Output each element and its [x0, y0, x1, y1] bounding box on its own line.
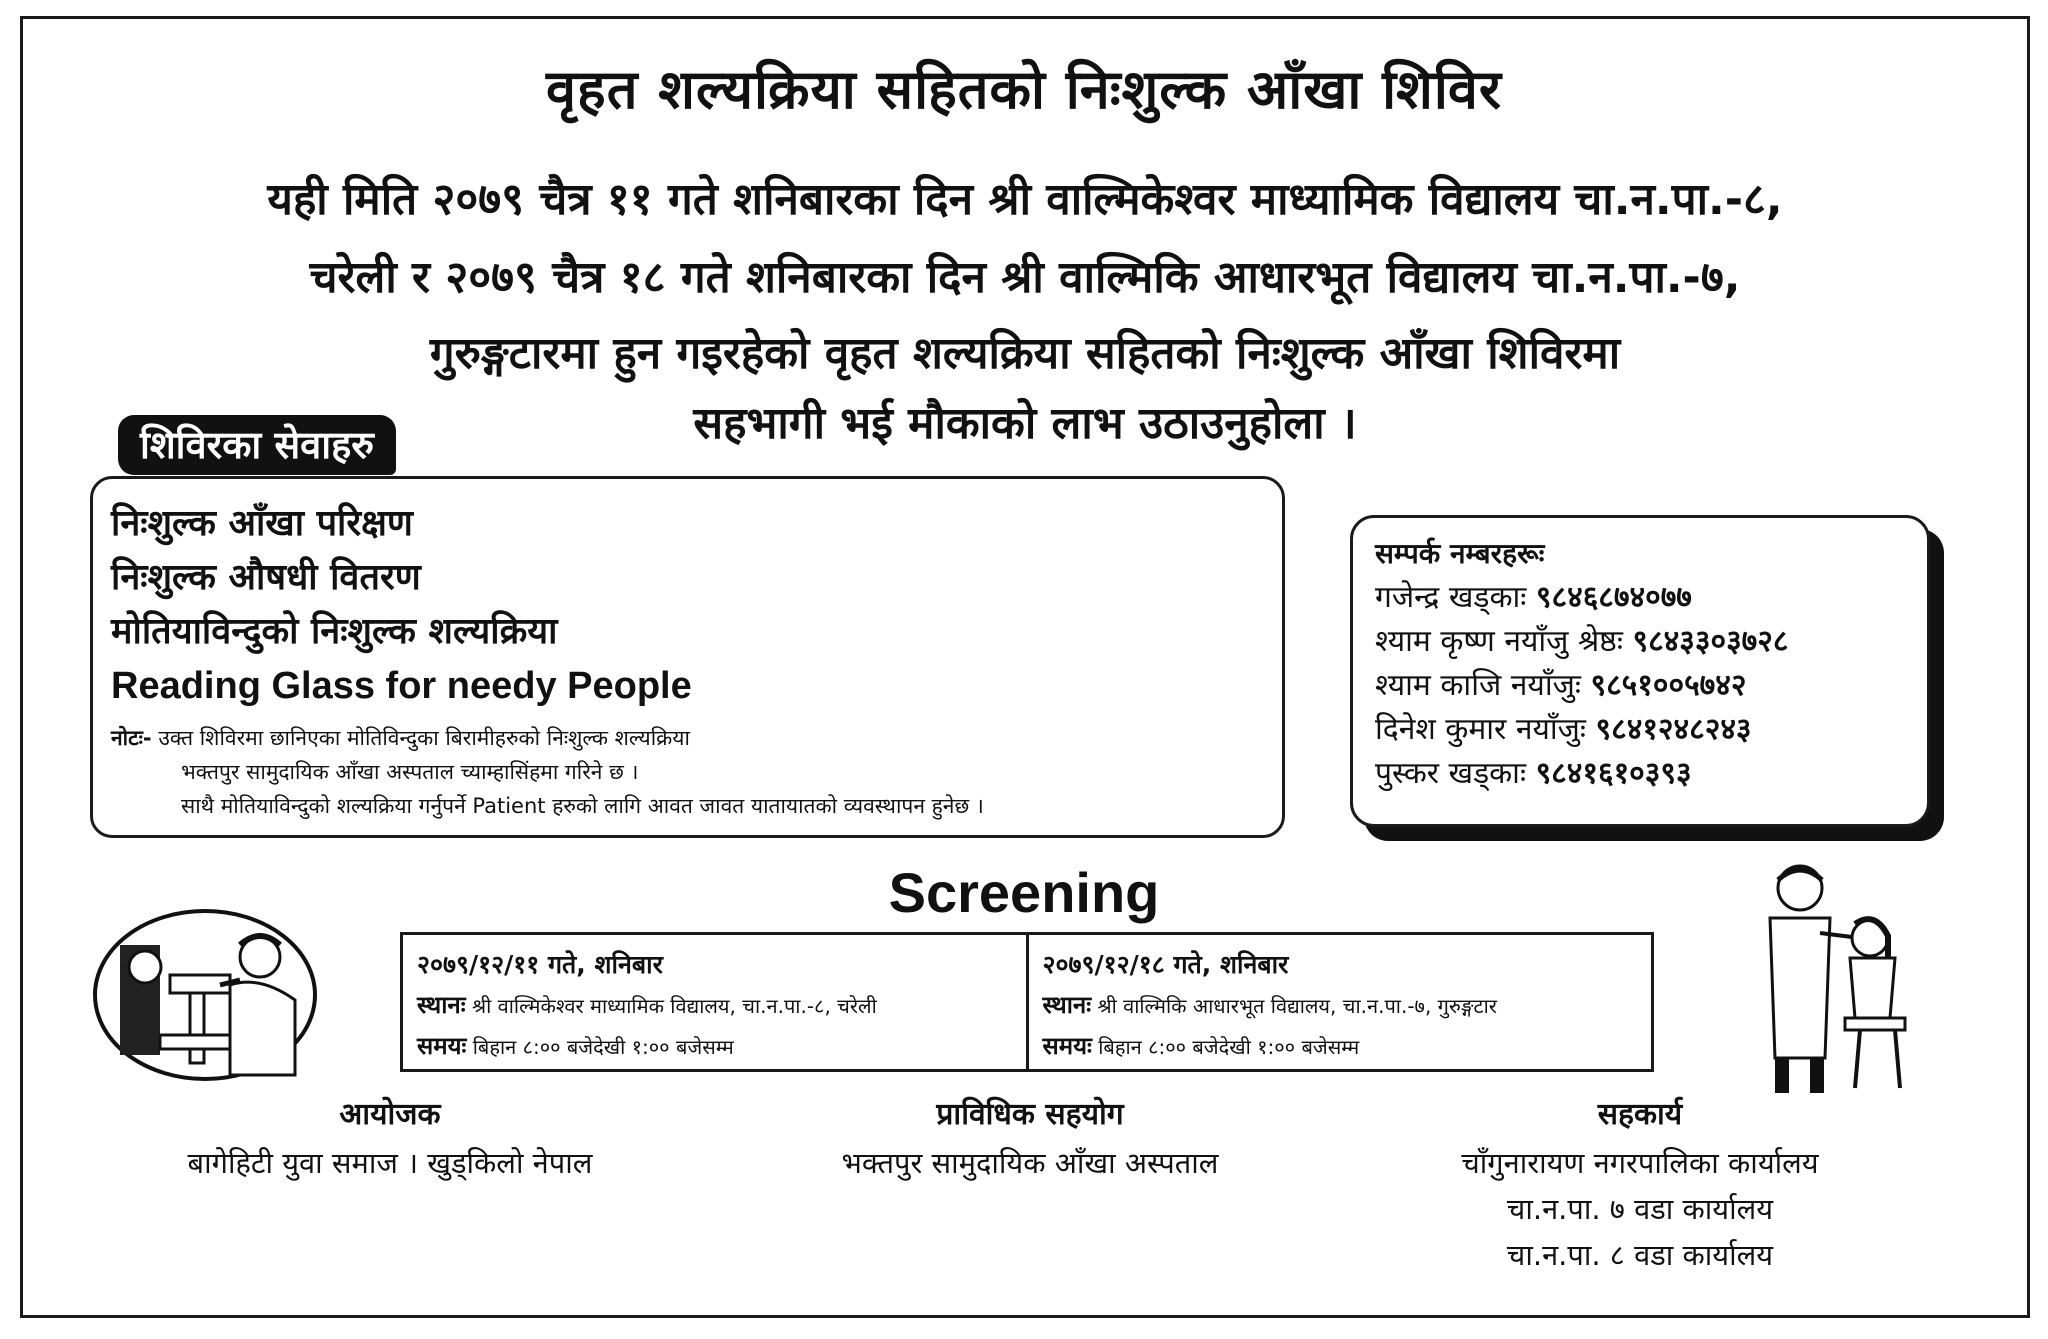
schedule-session-2: [1029, 935, 1652, 1069]
contact-row: [1375, 708, 1905, 752]
intro-line-3: गुरुङ्गटारमा हुन गइरहेको वृहत शल्यक्रिया सहितको निःशुल्क आँखा शिविरमा: [429, 328, 1621, 379]
technical-line: भक्तपुर सामुदायिक आँखा अस्पताल: [841, 1146, 1219, 1180]
session-place: [417, 985, 1012, 1026]
place-value: श्री वाल्मिकेश्वर माध्यामिक विद्यालय, चा.न.पा.-८, चरेली: [471, 994, 877, 1018]
partner-block: [1360, 1090, 1920, 1278]
contact-box: [1350, 515, 1930, 827]
contact-name: दिनेश कुमार नयाँजुः: [1375, 712, 1586, 747]
note-line-2: भक्तपुर सामुदायिक आँखा अस्पताल च्याम्हासिंहमा गरिने छ ।: [181, 760, 639, 784]
partner-line: चा.न.पा. ७ वडा कार्यालय: [1506, 1192, 1774, 1226]
note-label: नोटः-: [111, 726, 152, 750]
place-label: स्थानः: [417, 991, 466, 1019]
contact-number: ९८४१२४८२४३: [1595, 712, 1752, 747]
contact-heading: सम्पर्क नम्बरहरूः: [1375, 537, 1545, 570]
time-value: बिहान ८:०० बजेदेखी १:०० बजेसम्म: [472, 1035, 734, 1059]
contact-row: [1375, 576, 1905, 620]
session-date: २०७९/१२/११ गते, शनिबार: [417, 950, 663, 979]
session-time: [1043, 1026, 1638, 1067]
contact-name: पुस्कर खड्काः: [1375, 756, 1527, 791]
organizer-block: [110, 1090, 670, 1186]
service-item: मोतियाविन्दुको निःशुल्क शल्यक्रिया: [111, 611, 558, 652]
contact-row: [1375, 620, 1905, 664]
note-line-1: उक्त शिविरमा छानिएका मोतिविन्दुका बिरामीहरुको निःशुल्क शल्यक्रिया: [158, 726, 690, 750]
contact-number: ९८४३३०३७२८: [1632, 624, 1789, 659]
services-box: [90, 476, 1285, 838]
poster-title: वृहत शल्यक्रिया सहितको निःशुल्क आँखा शिविर: [546, 58, 1502, 121]
contact-name: गजेन्द्र खड्काः: [1375, 580, 1527, 615]
session-date: २०७९/१२/१८ गते, शनिबार: [1042, 950, 1289, 979]
intro-line-2: चरेली र २०७९ चैत्र १८ गते शनिबारका दिन श्री वाल्मिकि आधारभूत विद्यालय चा.न.पा.-७,: [309, 252, 1741, 303]
screening-schedule: [400, 932, 1654, 1072]
eye-exam-slit-lamp-illustration: [90, 905, 320, 1085]
service-item: निःशुल्क आँखा परिक्षण: [111, 503, 413, 544]
time-value: बिहान ८:०० बजेदेखी १:०० बजेसम्म: [1098, 1035, 1360, 1059]
technical-heading: प्राविधिक सहयोग: [936, 1097, 1124, 1132]
doctor-examining-patient-eye-illustration: [1730, 858, 1910, 1098]
intro-line-4: सहभागी भई मौकाको लाभ उठाउनुहोला ।: [693, 398, 1357, 449]
place-value: श्री वाल्मिकि आधारभूत विद्यालय, चा.न.पा.-७, गुरुङ्गटार: [1097, 994, 1497, 1018]
screening-title: Screening: [888, 861, 1160, 924]
contact-row: [1375, 664, 1905, 708]
partner-line: चा.न.पा. ८ वडा कार्यालय: [1506, 1238, 1774, 1272]
session-time: [417, 1026, 1012, 1067]
contact-number: ९८५१००५७४२: [1590, 668, 1747, 703]
services-note: [111, 721, 1264, 823]
organizer-heading: आयोजक: [339, 1097, 441, 1132]
service-item: निःशुल्क औषधी वितरण: [111, 557, 421, 598]
time-label: समयः: [1042, 1032, 1092, 1060]
services-heading: शिविरका सेवाहरु: [118, 415, 396, 475]
place-label: स्थानः: [1042, 991, 1092, 1019]
contact-number: ९८४६८७४०७७: [1535, 580, 1692, 615]
partner-line: चाँगुनारायण नगरपालिका कार्यालय: [1461, 1146, 1819, 1180]
service-item-english: Reading Glass for needy People: [111, 665, 692, 707]
contact-name: श्याम काजि नयाँजुः: [1375, 668, 1581, 703]
schedule-session-1: [403, 935, 1029, 1069]
time-label: समयः: [417, 1032, 467, 1060]
session-place: [1043, 985, 1638, 1026]
intro-line-1: यही मिति २०७९ चैत्र ११ गते शनिबारका दिन श्री वाल्मिकेश्वर माध्यामिक विद्यालय चा.न.पा.-८,: [267, 174, 1783, 225]
technical-support-block: [750, 1090, 1310, 1186]
contact-name: श्याम कृष्ण नयाँजु श्रेष्ठः: [1375, 624, 1623, 659]
note-line-3: साथै मोतियाविन्दुको शल्यक्रिया गर्नुपर्ने Patient हरुको लागि आवत जावत यातायातको व्यवस्थापन हुनेछ ।: [181, 794, 984, 818]
contact-number: ९८४१६१०३९३: [1535, 756, 1692, 791]
organizer-line: बागेहिटी युवा समाज । खुड्किलो नेपाल: [187, 1146, 593, 1180]
contact-row: [1375, 752, 1905, 796]
partner-heading: सहकार्य: [1597, 1097, 1683, 1132]
